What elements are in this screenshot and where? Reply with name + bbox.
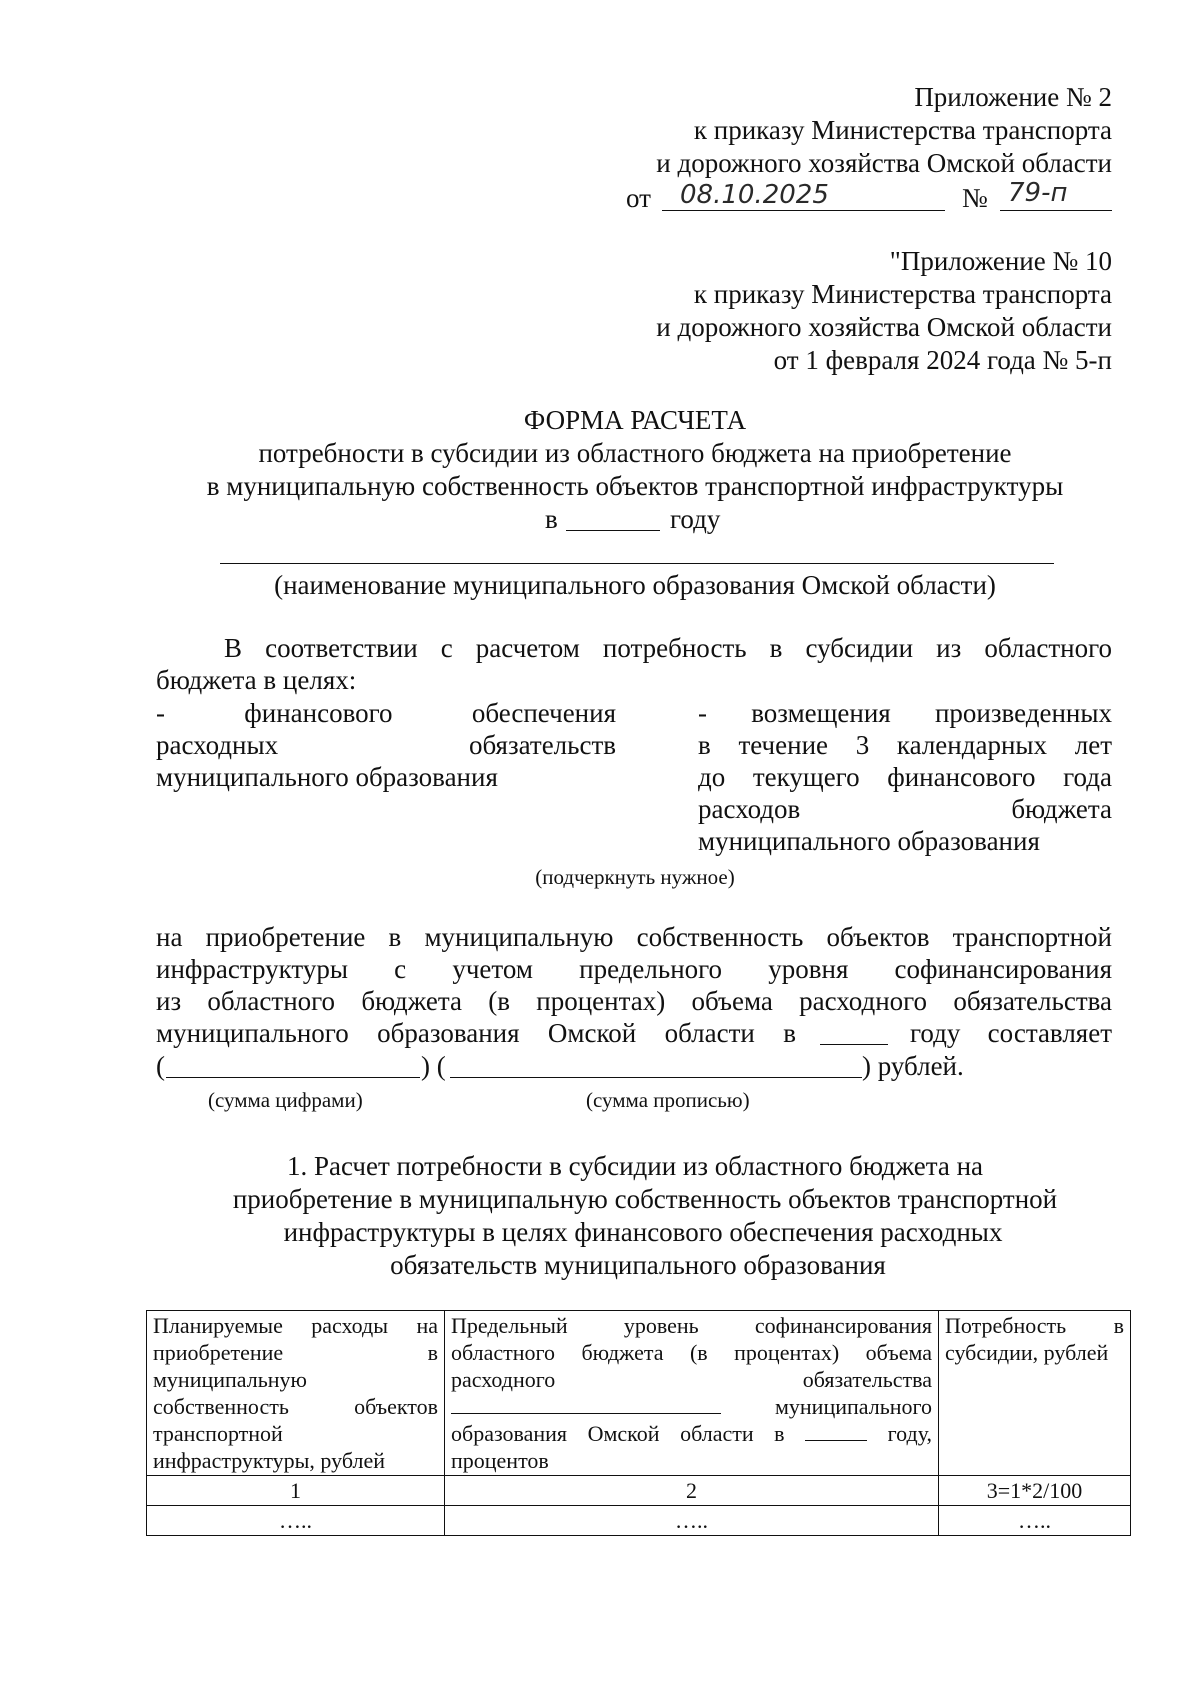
body-line4b: году составляет — [910, 1018, 1112, 1048]
form-title-line1: потребности в субсидии из областного бюджета на приобретение — [258, 438, 1012, 468]
option-right-line2: в течение 3 календарных лет — [698, 730, 1112, 760]
year-blank — [566, 530, 660, 531]
municipality-blank — [220, 563, 1054, 564]
col2-header-part-b: муниципального — [774, 1394, 932, 1419]
attachment-title: Приложение № 2 — [914, 82, 1112, 112]
number-underline — [1000, 210, 1112, 211]
year-suffix: году — [670, 504, 721, 534]
section1-line4: обязательств муниципального образования — [390, 1250, 886, 1280]
body-line1: на приобретение в муниципальную собственность объектов транспортной — [156, 922, 1112, 952]
body-line4a: муниципального образования Омской области в — [156, 1018, 796, 1048]
inner-attachment-line1: к приказу Министерства транспорта — [693, 279, 1112, 309]
underline-note: (подчеркнуть нужное) — [535, 865, 735, 889]
option-left-line3: муниципального образования — [156, 762, 498, 792]
col2-year-blank — [805, 1422, 867, 1441]
col3-header: Потребность в субсидии, рублей — [939, 1311, 1131, 1476]
col3-number: 3=1*2/100 — [939, 1476, 1131, 1506]
option-left-line2: расходных обязательств — [156, 730, 616, 760]
col1-number: 1 — [147, 1476, 445, 1506]
attachment-line2: и дорожного хозяйства Омской области — [656, 148, 1112, 178]
col2-header-part-c: образования Омской области в — [451, 1421, 785, 1446]
option-right-line4: расходов бюджета — [698, 794, 1112, 824]
number-handwritten: 79-п — [1008, 178, 1068, 208]
date-underline — [662, 210, 945, 211]
calculation-table — [146, 1310, 1131, 1536]
table-row — [147, 1506, 1131, 1536]
municipality-caption: (наименование муниципального образования Омской области) — [274, 570, 996, 600]
col2-header — [445, 1311, 939, 1476]
col2-number: 2 — [445, 1476, 939, 1506]
inner-attachment-line2: и дорожного хозяйства Омской области — [656, 312, 1112, 342]
caption-words: (сумма прописью) — [586, 1088, 750, 1112]
attachment-line1: к приказу Министерства транспорта — [693, 115, 1112, 145]
option-left-line1: - финансового обеспечения — [156, 698, 616, 728]
col2-dots: ….. — [445, 1506, 939, 1536]
col1-dots: ….. — [147, 1506, 445, 1536]
inner-attachment-title: "Приложение № 10 — [889, 246, 1112, 276]
option-right-line5: муниципального образования — [698, 826, 1040, 856]
col2-header-part-d: году, процентов — [451, 1421, 933, 1473]
date-prefix: от — [626, 183, 651, 213]
col1-header: Планируемые расходы на приобретение в муниципальную собственность объектов транспортной инфраструктуры, рублей — [147, 1311, 445, 1476]
form-title: ФОРМА РАСЧЕТА — [523, 405, 747, 435]
option-right-line1: - возмещения произведенных — [698, 698, 1112, 728]
option-right-line3: до текущего финансового года — [698, 762, 1112, 792]
col3-dots: ….. — [939, 1506, 1131, 1536]
intro-line1: В соответствии с расчетом потребность в субсидии из областного — [224, 633, 1112, 663]
form-title-line2: в муниципальную собственность объектов транспортной инфраструктуры — [206, 471, 1064, 501]
date-handwritten: 08.10.2025 — [680, 180, 829, 210]
body-year-blank — [820, 1044, 888, 1045]
year-prefix: в — [545, 504, 558, 534]
body-line2: инфраструктуры с учетом предельного уровня софинансирования — [156, 954, 1112, 984]
sum-words-blank — [450, 1077, 862, 1078]
col2-name-blank — [451, 1395, 721, 1414]
intro-line2: бюджета в целях: — [156, 665, 357, 695]
table-number-row — [147, 1476, 1131, 1506]
sum-digits-blank — [166, 1077, 420, 1078]
caption-digits: (сумма цифрами) — [208, 1088, 363, 1112]
sum-mid-paren: ) ( — [421, 1051, 446, 1081]
table-header-row — [147, 1311, 1131, 1476]
section1-line2: приобретение в муниципальную собственность объектов транспортной — [232, 1184, 1058, 1214]
body-line3: из областного бюджета (в процентах) объема расходного обязательства — [156, 986, 1112, 1016]
sum-open-paren: ( — [156, 1051, 165, 1081]
inner-attachment-line3: от 1 февраля 2024 года № 5-п — [773, 345, 1112, 375]
number-prefix: № — [962, 183, 988, 213]
section1-line1: 1. Расчет потребности в субсидии из областного бюджета на — [286, 1151, 984, 1181]
sum-end: ) рублей. — [862, 1051, 964, 1081]
col2-header-part-a: Предельный уровень софинансирования областного бюджета (в процентах) объема расходного обязательства — [451, 1313, 932, 1392]
section1-line3: инфраструктуры в целях финансового обеспечения расходных — [283, 1217, 1003, 1247]
